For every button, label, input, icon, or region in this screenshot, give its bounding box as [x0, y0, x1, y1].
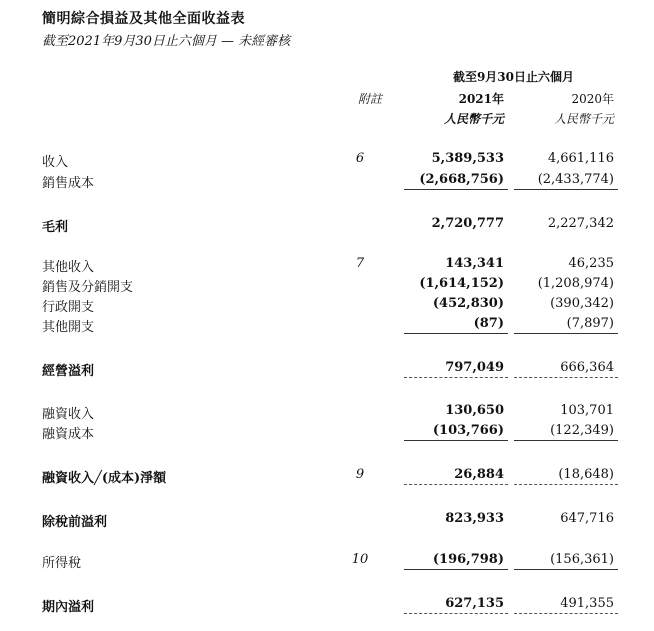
- statement-subtitle: 截至2021年9月30日止六個月 — 未經審核: [42, 34, 291, 49]
- subtotal-rule-2020: [514, 569, 618, 570]
- row-label: 融資收入╱(成本)淨額: [42, 471, 167, 486]
- value-2020: 491,355: [560, 596, 614, 611]
- value-2020: 666,364: [560, 360, 614, 375]
- value-2020: (1,208,974): [537, 276, 614, 291]
- row-note: 10: [351, 552, 369, 567]
- value-2021: 823,933: [445, 511, 504, 526]
- table-row: [0, 314, 654, 334]
- row-label: 期內溢利: [42, 600, 95, 615]
- row-label: 銷售及分銷開支: [42, 280, 134, 295]
- row-label: 融資成本: [42, 427, 95, 442]
- table-row: [0, 254, 654, 274]
- value-2021: 627,135: [445, 596, 504, 611]
- total-rule-2020: [514, 484, 618, 485]
- table-row: [0, 509, 654, 529]
- unit-2020-header: 人民幣千元: [553, 112, 614, 126]
- row-label: 行政開支: [42, 300, 95, 315]
- row-note: 7: [355, 256, 365, 271]
- row-note: 9: [355, 467, 365, 482]
- value-2021: 2,720,777: [431, 216, 504, 231]
- row-note: 6: [355, 151, 365, 166]
- table-row: [0, 214, 654, 234]
- value-2020: (390,342): [550, 296, 614, 311]
- value-2020: 4,661,116: [547, 151, 614, 166]
- row-label: 其他開支: [42, 320, 95, 335]
- row-label: 經營溢利: [42, 364, 95, 379]
- table-row: [0, 594, 654, 614]
- value-2021: (452,830): [432, 296, 504, 311]
- value-2020: (122,349): [550, 423, 614, 438]
- value-2021: (196,798): [432, 552, 504, 567]
- value-2021: 5,389,533: [431, 151, 504, 166]
- value-2020: 2,227,342: [547, 216, 614, 231]
- note-column-header: 附註: [358, 92, 383, 106]
- subtotal-rule-2020: [514, 333, 618, 334]
- table-row: [0, 170, 654, 190]
- table-row: [0, 149, 654, 169]
- row-label: 所得稅: [42, 556, 82, 571]
- value-2021: (1,614,152): [419, 276, 504, 291]
- row-label: 融資收入: [42, 407, 95, 422]
- subtotal-rule-2021: [404, 569, 508, 570]
- row-label: 銷售成本: [42, 176, 95, 191]
- year-2021-header: 2021年: [458, 92, 504, 106]
- subtotal-rule-2020: [514, 440, 618, 441]
- year-2020-header: 2020年: [571, 92, 614, 106]
- period-header: 截至9月30日止六個月: [452, 70, 574, 84]
- subtotal-rule-2020: [514, 189, 618, 190]
- table-row: [0, 358, 654, 378]
- value-2020: 46,235: [568, 256, 614, 271]
- statement-title: 簡明綜合損益及其他全面收益表: [42, 11, 245, 27]
- row-label: 其他收入: [42, 260, 95, 275]
- row-label: 除稅前溢利: [42, 515, 108, 530]
- value-2021: 143,341: [445, 256, 504, 271]
- value-2021: (87): [473, 316, 504, 331]
- total-rule-2020: [514, 613, 618, 614]
- table-row: [0, 294, 654, 314]
- table-row: [0, 401, 654, 421]
- value-2020: (156,361): [550, 552, 614, 567]
- subtotal-rule-2021: [404, 440, 508, 441]
- subtotal-rule-2021: [404, 333, 508, 334]
- value-2021: 26,884: [454, 467, 504, 482]
- table-row: [0, 465, 654, 485]
- table-row: [0, 550, 654, 570]
- value-2020: (18,648): [558, 467, 614, 482]
- value-2021: 797,049: [445, 360, 504, 375]
- total-rule-2021: [404, 613, 508, 614]
- value-2020: 647,716: [560, 511, 614, 526]
- row-label: 收入: [42, 155, 69, 170]
- total-rule-2021: [404, 484, 508, 485]
- value-2021: (103,766): [432, 423, 504, 438]
- total-rule-2021: [404, 377, 508, 378]
- total-rule-2020: [514, 377, 618, 378]
- unit-2021-header: 人民幣千元: [443, 112, 504, 126]
- value-2020: 103,701: [560, 403, 614, 418]
- table-row: [0, 274, 654, 294]
- subtotal-rule-2021: [404, 189, 508, 190]
- value-2020: (7,897): [566, 316, 614, 331]
- row-label: 毛利: [42, 220, 69, 235]
- value-2021: (2,668,756): [419, 172, 504, 187]
- table-row: [0, 421, 654, 441]
- value-2021: 130,650: [445, 403, 504, 418]
- value-2020: (2,433,774): [537, 172, 614, 187]
